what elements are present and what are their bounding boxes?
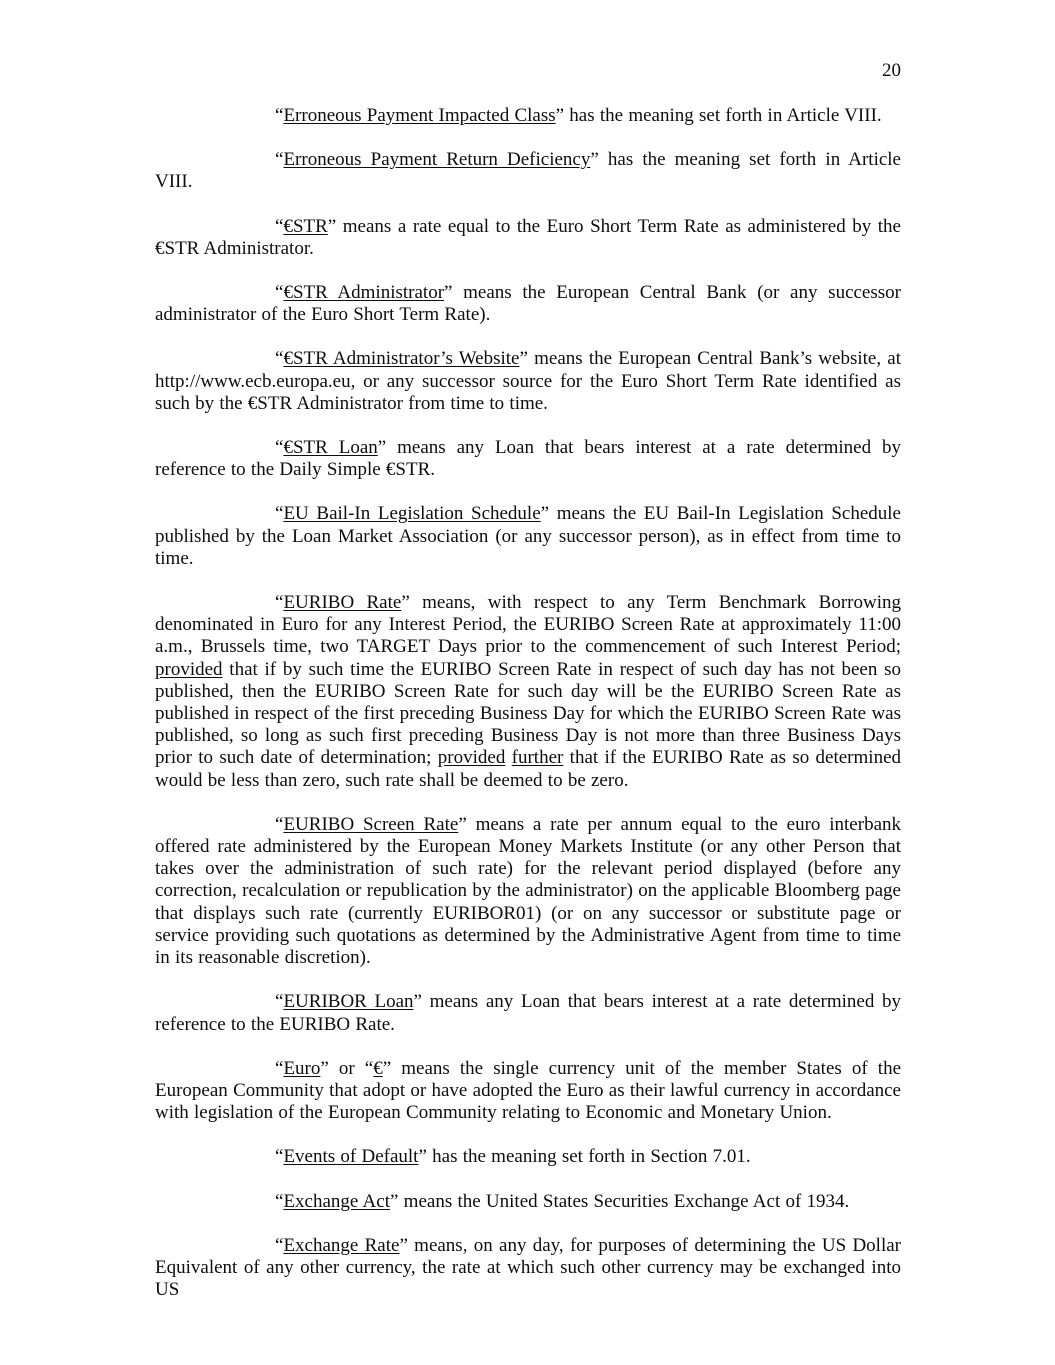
definition-paragraph	[155, 592, 901, 792]
defined-term: €STR Loan	[283, 437, 378, 459]
definition-paragraph	[155, 991, 901, 1035]
defined-term: further	[511, 747, 564, 769]
defined-term: €	[373, 1057, 383, 1079]
defined-term: EU Bail-In Legislation Schedule	[283, 503, 541, 525]
paragraph-text: “	[275, 1190, 284, 1212]
paragraph-text: ” has the meaning set forth in Article VIII.	[155, 149, 901, 193]
paragraph-text: “	[275, 348, 284, 370]
defined-term: provided	[437, 747, 506, 769]
definition-paragraph	[155, 216, 901, 260]
definition-paragraph	[155, 1146, 901, 1168]
definition-paragraph	[155, 503, 901, 570]
definition-paragraph	[155, 348, 901, 415]
paragraph-text: ” means any Loan that bears interest at a rate determined by reference to the EURIBO Rate.	[155, 991, 901, 1035]
definition-paragraph	[155, 105, 901, 127]
page-number: 20	[882, 60, 901, 81]
definition-paragraph	[155, 1235, 901, 1302]
paragraph-text: “	[275, 592, 284, 614]
paragraph-text: “	[275, 1146, 284, 1168]
paragraph-text: “	[275, 503, 284, 525]
defined-term: Exchange Act	[283, 1190, 390, 1212]
defined-term: EURIBOR Loan	[283, 991, 414, 1013]
defined-term: EURIBO Rate	[283, 592, 402, 614]
paragraph-text: that if by such time the EURIBO Screen Rate in respect of such day has not been so published, then the EURIBO Screen Rate for such day will be the EURIBO Screen Rate as published in respect of the first preceding Business Day for which the EURIBO Screen Rate was published, so long as such first preceding Business Day is not more than three Business Days prior to such date of determination;	[155, 658, 901, 769]
paragraph-text: that if the EURIBO Rate as so determined would be less than zero, such rate shall be deemed to be zero.	[155, 747, 901, 791]
defined-term: Erroneous Payment Impacted Class	[283, 105, 556, 126]
definition-paragraph	[155, 149, 901, 193]
definition-paragraph	[155, 1191, 901, 1213]
defined-term: Exchange Rate	[283, 1234, 400, 1256]
defined-term: €STR Administrator	[283, 282, 445, 304]
paragraph-text: ” means a rate per annum equal to the euro interbank offered rate administered by the European Money Markets Institute (or any other Person that takes over the administration of such rate) for the relevant period displayed (before any correction, recalculation or republication by the administrator) on the applicable Bloomberg page that displays such rate (currently EURIBOR01) (or on any successor or substitute page or service providing such quotations as determined by the Administrative Agent from time to time in its reasonable discretion).	[155, 813, 901, 969]
paragraph-text: “	[275, 813, 284, 835]
paragraph-text: ” has the meaning set forth in Article VIII.	[555, 105, 882, 126]
paragraph-text: ” means a rate equal to the Euro Short Term Rate as administered by the €STR Administrator.	[155, 215, 901, 259]
paragraph-text: ” means, on any day, for purposes of determining the US Dollar Equivalent of any other currency, the rate at which such other currency may be exchanged into US	[155, 1234, 902, 1301]
defined-term: Euro	[283, 1057, 321, 1079]
paragraph-text: ” means the European Central Bank (or any successor administrator of the Euro Short Term Rate).	[155, 282, 901, 326]
definition-paragraph	[155, 1058, 901, 1125]
paragraph-text: “	[275, 991, 284, 1013]
paragraph-text: “	[275, 1057, 284, 1079]
defined-term: Erroneous Payment Return Deficiency	[283, 149, 591, 171]
paragraph-text: “	[275, 437, 284, 459]
paragraph-text: ” or “	[320, 1057, 374, 1079]
paragraph-text: “	[275, 1234, 284, 1256]
definition-paragraph	[155, 282, 901, 326]
definition-paragraph	[155, 814, 901, 969]
paragraph-text: ” has the meaning set forth in Section 7.01.	[418, 1146, 751, 1168]
paragraph-text: ” means the United States Securities Exchange Act of 1934.	[389, 1190, 850, 1212]
paragraph-text: “	[275, 105, 284, 126]
paragraph-text: “	[275, 282, 284, 304]
document-body	[155, 105, 901, 1301]
defined-term: EURIBO Screen Rate	[283, 813, 459, 835]
defined-term: Events of Default	[283, 1146, 419, 1168]
paragraph-text: ” means the European Central Bank’s website, at http://www.ecb.europa.eu, or any successor source for the Euro Short Term Rate identified as such by the €STR Administrator from time to time.	[155, 348, 901, 414]
paragraph-text: ” means the single currency unit of the member States of the European Community that adopt or have adopted the Euro as their lawful currency in accordance with legislation of the European Community relating to Economic and Monetary Union.	[155, 1057, 901, 1124]
paragraph-text: “	[275, 215, 284, 237]
paragraph-text: ” means, with respect to any Term Benchmark Borrowing denominated in Euro for any Interest Period, the EURIBO Screen Rate at approximately 11:00 a.m., Brussels time, two TARGET Days prior to the commencement of such Interest Period;	[155, 592, 901, 658]
defined-term: provided	[155, 658, 223, 680]
defined-term: €STR	[283, 215, 328, 237]
paragraph-text: ” means any Loan that bears interest at a rate determined by reference to the Daily Simple €STR.	[155, 437, 902, 481]
paragraph-text: ” means the EU Bail-In Legislation Schedule published by the Loan Market Association (or any successor person), as in effect from time to time.	[155, 503, 901, 569]
paragraph-text: “	[275, 149, 284, 171]
definition-paragraph	[155, 437, 901, 481]
defined-term: €STR Administrator’s Website	[283, 348, 520, 370]
